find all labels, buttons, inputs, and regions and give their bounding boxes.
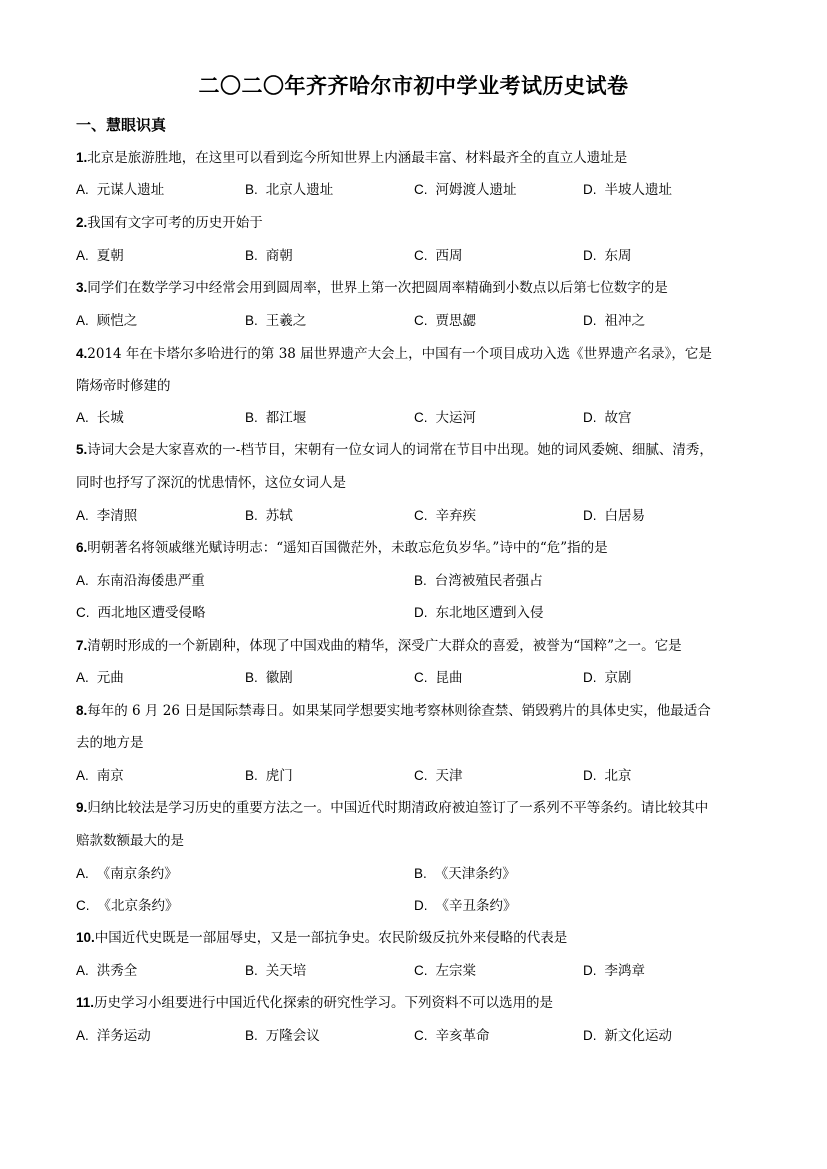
question-number: 10. <box>76 930 95 945</box>
option-letter: D. <box>583 670 597 685</box>
option-text: 大运河 <box>435 410 476 426</box>
option-text: 北京 <box>604 768 632 784</box>
option-text: 新文化运动 <box>604 1028 672 1044</box>
option-letter: A. <box>76 670 89 685</box>
option-letter: A. <box>76 963 89 978</box>
answer-option <box>76 764 124 784</box>
option-text: 《天津条约》 <box>434 866 516 882</box>
question-text: 同学们在数学学习中经常会用到圆周率，世界上第一次把圆周率精确到小数点以后第七位数字的是 <box>87 280 668 296</box>
option-text: 洪秀全 <box>96 963 138 979</box>
option-text: 虎门 <box>265 768 293 784</box>
question-number: 4. <box>76 346 88 361</box>
question-number: 9. <box>76 800 88 815</box>
option-letter: D. <box>583 508 597 523</box>
option-letter: B. <box>245 1028 258 1043</box>
question-text: 明朝著名将领戚继光赋诗明志：“遥知百国微茫外，未敢忘危负岁华。”诗中的“危”指的是 <box>87 540 608 556</box>
option-letter: C. <box>414 248 428 263</box>
option-text: 贾思勰 <box>435 313 476 329</box>
answer-option <box>76 244 124 264</box>
option-text: 白居易 <box>604 508 645 524</box>
answer-option <box>76 959 137 979</box>
option-letter: B. <box>245 313 258 328</box>
option-text: 河姆渡人遗址 <box>435 182 517 198</box>
option-letter: A. <box>76 313 89 328</box>
question-text: 历史学习小组要进行中国近代化探索的研究性学习。下列资料不可以选用的是 <box>94 995 554 1011</box>
answer-option <box>414 178 517 198</box>
option-text: 祖冲之 <box>604 313 645 329</box>
question-number: 8. <box>76 703 88 718</box>
question-number: 7. <box>76 638 88 653</box>
option-letter: B. <box>414 573 427 588</box>
option-letter: D. <box>583 182 597 197</box>
question-stem <box>76 796 756 816</box>
question-text: 诗词大会是大家喜欢的一-档节目，宋朝有一位女词人的词常在节目中出现。她的词风委婉、细腻、清秀， <box>87 442 713 458</box>
answer-option <box>583 244 632 264</box>
option-letter: C. <box>414 313 428 328</box>
question-stem <box>76 536 756 556</box>
question-number: 3. <box>76 280 88 295</box>
option-text: 昆曲 <box>435 670 463 686</box>
option-text: 李鸿章 <box>604 963 645 979</box>
answer-option <box>414 764 463 784</box>
section-heading: 一、慧眼识真 <box>76 116 167 134</box>
question-number: 1. <box>76 150 88 165</box>
option-letter: C. <box>414 508 428 523</box>
option-text: 王羲之 <box>265 313 307 329</box>
question-text: 每年的 6 月 26 日是国际禁毒日。如果某同学想要实地考察林则徐查禁、销毁鸦片的具体史实，他最适合 <box>87 703 711 719</box>
question-text: 北京是旅游胜地，在这里可以看到迄今所知世界上内涵最丰富、材料最齐全的直立人遗址是 <box>87 150 628 166</box>
option-letter: A. <box>76 182 89 197</box>
answer-option <box>76 1024 151 1044</box>
option-letter: D. <box>583 248 597 263</box>
option-text: 西北地区遭受侵略 <box>97 605 206 621</box>
answer-option <box>245 309 306 329</box>
answer-option <box>414 959 476 979</box>
answer-option <box>583 504 645 524</box>
option-letter: C. <box>414 1028 428 1043</box>
question-text: 隋炀帝时修建的 <box>76 378 171 394</box>
option-letter: B. <box>245 508 258 523</box>
question-stem <box>76 634 756 654</box>
answer-option <box>245 1024 320 1044</box>
answer-option <box>414 244 463 264</box>
answer-option <box>76 504 137 524</box>
question-number: 6. <box>76 540 88 555</box>
answer-option <box>414 406 476 426</box>
option-letter: A. <box>76 508 89 523</box>
answer-option <box>76 666 124 686</box>
option-text: 故宫 <box>604 410 632 426</box>
option-text: 长城 <box>96 410 124 426</box>
option-letter: B. <box>245 963 258 978</box>
answer-option <box>245 406 306 426</box>
answer-option <box>245 666 293 686</box>
answer-option <box>414 1024 490 1044</box>
option-text: 天津 <box>435 768 463 784</box>
answer-option <box>245 178 333 198</box>
option-text: 《辛丑条约》 <box>435 898 517 914</box>
option-text: 半坡人遗址 <box>604 182 672 198</box>
answer-option <box>583 406 632 426</box>
option-letter: D. <box>583 1028 597 1043</box>
option-text: 北京人遗址 <box>265 182 334 198</box>
option-letter: A. <box>76 248 89 263</box>
option-letter: D. <box>583 410 597 425</box>
question-stem <box>76 829 756 849</box>
option-text: 京剧 <box>604 670 632 686</box>
option-text: 苏轼 <box>265 508 293 524</box>
answer-option <box>583 178 672 198</box>
question-stem <box>76 342 756 362</box>
question-stem <box>76 374 756 394</box>
question-text: 同时也抒写了深沉的忧患情怀，这位女词人是 <box>76 475 346 491</box>
question-stem <box>76 731 756 751</box>
option-letter: B. <box>245 768 258 783</box>
answer-option <box>414 894 517 914</box>
option-letter: A. <box>76 410 89 425</box>
option-text: 商朝 <box>265 248 293 264</box>
answer-option <box>414 309 476 329</box>
question-stem <box>76 471 756 491</box>
option-text: 西周 <box>435 248 463 264</box>
answer-option <box>245 244 293 264</box>
question-stem <box>76 991 756 1011</box>
question-stem <box>76 211 756 231</box>
question-stem <box>76 699 756 719</box>
option-letter: D. <box>414 605 428 620</box>
answer-option <box>414 504 476 524</box>
option-text: 元谋人遗址 <box>96 182 165 198</box>
option-text: 台湾被殖民者强占 <box>434 573 543 589</box>
option-letter: B. <box>414 866 427 881</box>
question-text: 归纳比较法是学习历史的重要方法之一。中国近代时期清政府被迫签订了一系列不平等条约。请比较其中 <box>87 800 709 816</box>
answer-option <box>76 569 205 589</box>
question-number: 5. <box>76 442 88 457</box>
option-letter: B. <box>245 410 258 425</box>
answer-option <box>245 764 293 784</box>
question-text: 中国近代史既是一部屈辱史，又是一部抗争史。农民阶级反抗外来侵略的代表是 <box>94 930 568 946</box>
answer-option <box>245 959 306 979</box>
question-text: 2014 年在卡塔尔多哈进行的第 38 届世界遗产大会上，中国有一个项目成功入选《世界遗产名录》，它是 <box>87 346 712 362</box>
option-letter: B. <box>245 670 258 685</box>
option-letter: A. <box>76 866 89 881</box>
answer-option <box>583 959 645 979</box>
option-letter: C. <box>414 670 428 685</box>
question-text: 赔款数额最大的是 <box>76 833 184 849</box>
option-letter: A. <box>76 1028 89 1043</box>
question-stem <box>76 276 756 296</box>
option-letter: C. <box>414 182 428 197</box>
option-text: 《北京条约》 <box>97 898 179 914</box>
option-letter: C. <box>414 768 428 783</box>
answer-option <box>76 309 137 329</box>
option-text: 徽剧 <box>265 670 293 686</box>
question-text: 我国有文字可考的历史开始于 <box>87 215 263 231</box>
option-letter: C. <box>414 410 428 425</box>
answer-option <box>76 406 124 426</box>
option-text: 万隆会议 <box>265 1028 320 1044</box>
question-stem <box>76 438 756 458</box>
option-letter: B. <box>245 248 258 263</box>
answer-option <box>583 1024 672 1044</box>
option-letter: D. <box>583 963 597 978</box>
answer-option <box>583 666 632 686</box>
answer-option <box>245 504 293 524</box>
option-text: 辛弃疾 <box>435 508 476 524</box>
option-text: 都江堰 <box>265 410 307 426</box>
option-letter: A. <box>76 768 89 783</box>
option-text: 李清照 <box>96 508 138 524</box>
option-letter: B. <box>245 182 258 197</box>
option-letter: D. <box>414 898 428 913</box>
question-number: 11. <box>76 995 95 1010</box>
option-letter: D. <box>583 768 597 783</box>
option-text: 辛亥革命 <box>435 1028 490 1044</box>
answer-option <box>414 601 544 621</box>
question-stem <box>76 926 756 946</box>
answer-option <box>76 601 206 621</box>
answer-option <box>414 666 463 686</box>
option-text: 顾恺之 <box>96 313 138 329</box>
question-stem <box>76 146 756 166</box>
answer-option <box>583 309 645 329</box>
option-text: 南京 <box>96 768 124 784</box>
answer-option <box>414 569 543 589</box>
exam-title: 二〇二〇年齐齐哈尔市初中学业考试历史试卷 <box>198 73 629 98</box>
question-number: 2. <box>76 215 88 230</box>
option-text: 东南沿海倭患严重 <box>96 573 205 589</box>
option-letter: D. <box>583 313 597 328</box>
answer-option <box>583 764 632 784</box>
option-text: 东周 <box>604 248 632 264</box>
question-text: 清朝时形成的一个新剧种，体现了中国戏曲的精华，深受广大群众的喜爱，被誉为“国粹”之一。它是 <box>87 638 682 654</box>
option-text: 元曲 <box>96 670 124 686</box>
option-text: 夏朝 <box>96 248 124 264</box>
answer-option <box>76 894 179 914</box>
option-text: 《南京条约》 <box>96 866 178 882</box>
option-text: 洋务运动 <box>96 1028 151 1044</box>
answer-option <box>76 178 164 198</box>
option-text: 左宗棠 <box>435 963 476 979</box>
option-letter: C. <box>76 898 90 913</box>
option-letter: C. <box>76 605 90 620</box>
option-letter: A. <box>76 573 89 588</box>
option-text: 东北地区遭到入侵 <box>435 605 544 621</box>
question-text: 去的地方是 <box>76 735 144 751</box>
answer-option <box>76 862 178 882</box>
answer-option <box>414 862 516 882</box>
option-text: 关天培 <box>265 963 307 979</box>
option-letter: C. <box>414 963 428 978</box>
